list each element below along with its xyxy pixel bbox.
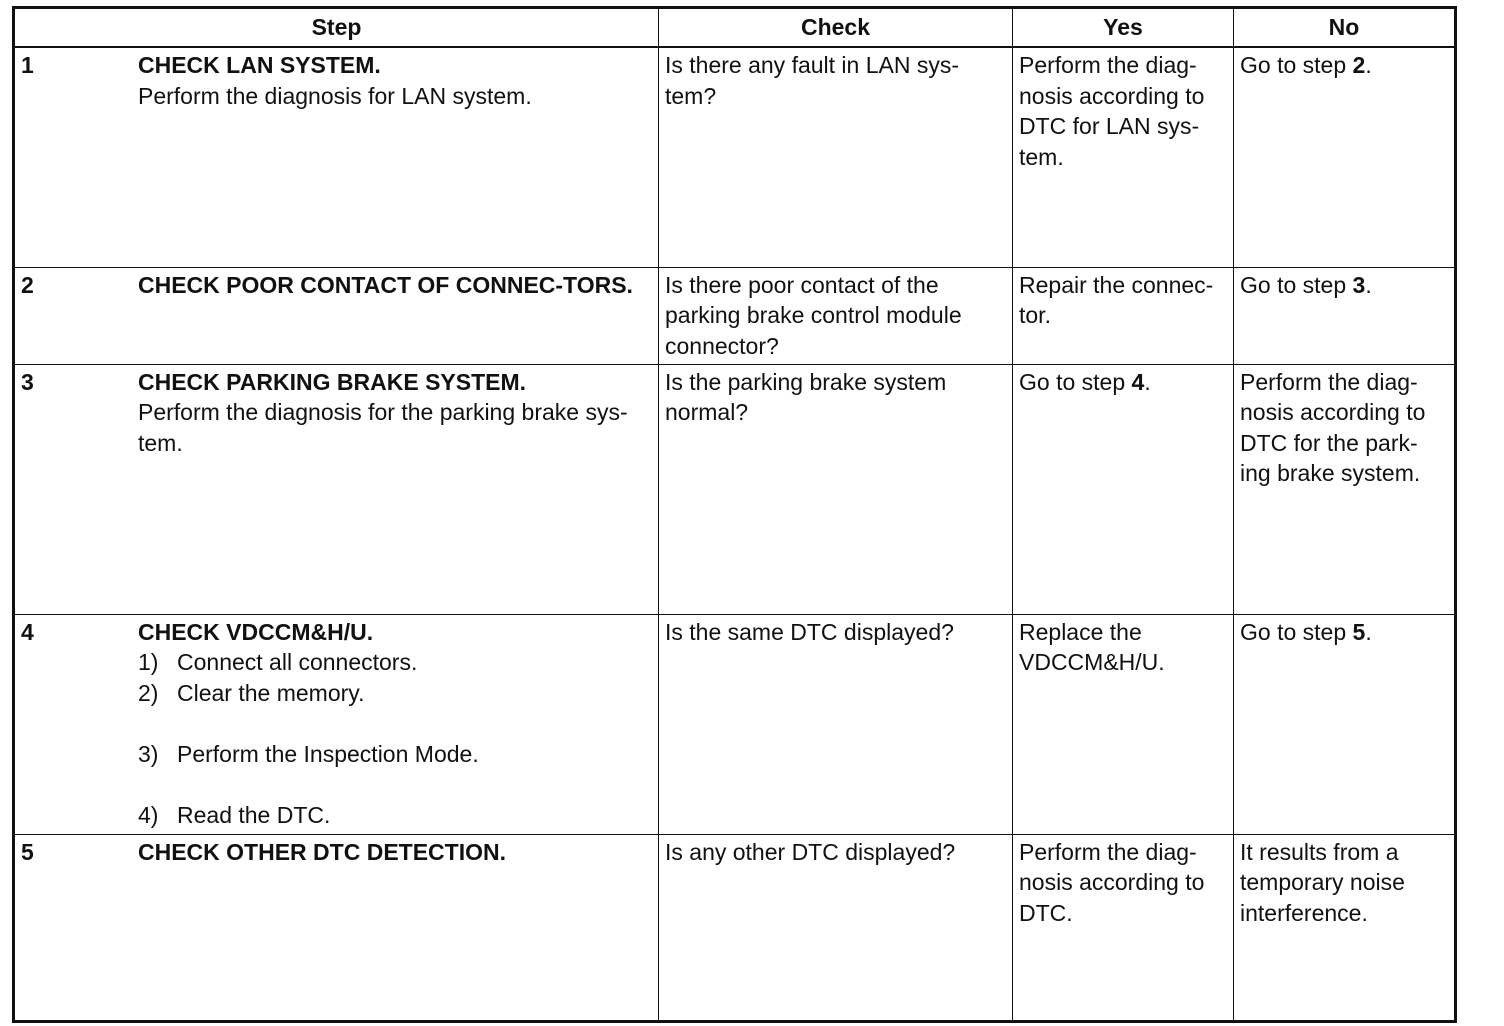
no-suffix: . — [1365, 52, 1372, 78]
no-cell — [1234, 47, 1456, 267]
substep-text: Perform the Inspection Mode. — [177, 740, 479, 767]
substep — [138, 647, 648, 678]
yes-text: Go to step — [1019, 368, 1132, 395]
step-reference: 2 — [1352, 52, 1366, 78]
step-title: CHECK LAN SYSTEM. — [138, 52, 381, 78]
check-cell: Is the parking brake system normal? — [659, 364, 1013, 614]
step-cell — [14, 614, 659, 834]
step-title: CHECK VDCCM&H/U. — [138, 618, 374, 645]
no-cell: Perform the diag-nosis according to DTC for the park-ing brake system. — [1234, 364, 1456, 614]
table-row — [14, 364, 1456, 614]
substep — [138, 739, 648, 770]
substep-number: 3) — [138, 740, 159, 767]
substep-number: 2) — [138, 679, 159, 706]
header-yes: Yes — [1013, 8, 1234, 48]
yes-cell — [1013, 364, 1234, 614]
step-reference: 3 — [1352, 271, 1366, 298]
check-cell: Is there any fault in LAN sys-tem? — [659, 47, 1013, 267]
step-description: Perform the diagnosis for LAN system. — [138, 82, 532, 109]
yes-cell: Perform the diag-nosis according to DTC. — [1013, 834, 1234, 1021]
step-number: 3 — [21, 368, 34, 395]
yes-suffix: . — [1144, 368, 1151, 395]
step-reference: 4 — [1131, 368, 1145, 395]
table-row — [14, 834, 1456, 1021]
no-suffix: . — [1365, 271, 1372, 298]
diagnostic-table — [12, 6, 1457, 1023]
step-title: CHECK OTHER DTC DETECTION. — [138, 838, 506, 865]
substep-number: 4) — [138, 801, 159, 828]
no-text: Go to step — [1240, 52, 1353, 78]
no-cell — [1234, 267, 1456, 364]
table-row — [14, 614, 1456, 834]
check-cell: Is the same DTC displayed? — [659, 614, 1013, 834]
substep-text: Read the DTC. — [177, 801, 331, 828]
header-check: Check — [659, 8, 1013, 48]
check-cell: Is any other DTC displayed? — [659, 834, 1013, 1021]
substep — [138, 678, 648, 709]
no-text: Go to step — [1240, 271, 1353, 298]
no-text: Go to step — [1240, 618, 1353, 645]
step-cell — [14, 267, 659, 364]
no-cell — [1234, 614, 1456, 834]
substep-number: 1) — [138, 649, 159, 675]
substep-text: Connect all connectors. — [177, 649, 418, 675]
yes-cell: Perform the diag-nosis according to DTC for LAN sys-tem. — [1013, 47, 1234, 267]
step-number: 4 — [21, 618, 34, 645]
header-step: Step — [14, 8, 659, 48]
table-row — [14, 267, 1456, 364]
check-cell: Is there poor contact of the parking brake control module connector? — [659, 267, 1013, 364]
no-suffix: . — [1365, 618, 1372, 645]
substep-text: Clear the memory. — [177, 679, 365, 706]
step-number: 1 — [21, 52, 34, 78]
step-cell — [14, 834, 659, 1021]
header-no: No — [1234, 8, 1456, 48]
table-row — [14, 47, 1456, 267]
step-number: 2 — [21, 271, 34, 298]
yes-cell: Repair the connec-tor. — [1013, 267, 1234, 364]
step-cell — [14, 364, 659, 614]
step-title: CHECK POOR CONTACT OF CONNEC-TORS. — [138, 271, 633, 298]
no-cell: It results from a temporary noise interference. — [1234, 834, 1456, 1021]
yes-cell: Replace the VDCCM&H/U. — [1013, 614, 1234, 834]
step-description: Perform the diagnosis for the parking brake sys-tem. — [138, 399, 628, 456]
substep — [138, 800, 648, 831]
step-cell — [14, 47, 659, 267]
step-title: CHECK PARKING BRAKE SYSTEM. — [138, 368, 527, 395]
step-number: 5 — [21, 838, 34, 865]
header-row — [14, 8, 1456, 48]
step-reference: 5 — [1352, 618, 1366, 645]
